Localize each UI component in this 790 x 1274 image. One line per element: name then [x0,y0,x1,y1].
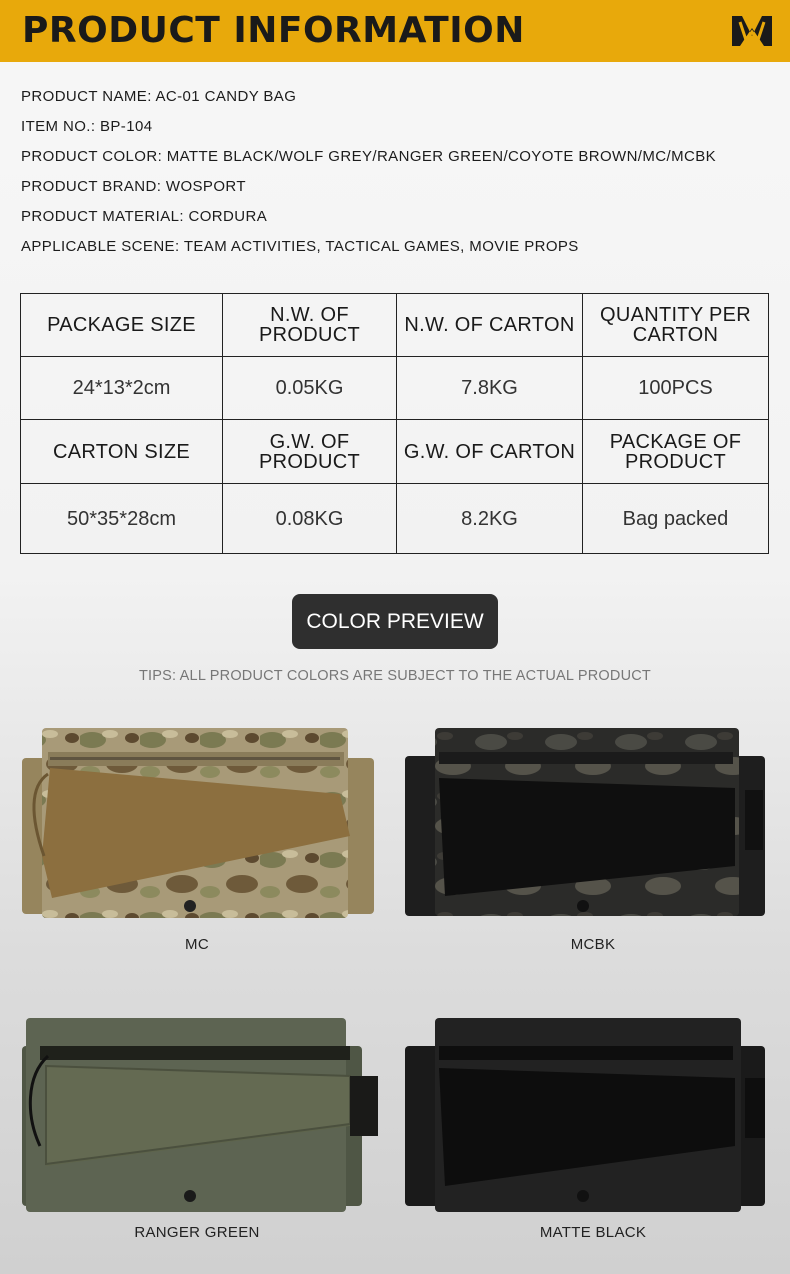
product-image-matte-black [405,1016,765,1212]
table-cell: 0.05KG [223,357,397,420]
tips-text: TIPS: ALL PRODUCT COLORS ARE SUBJECT TO THE ACTUAL PRODUCT [139,668,651,684]
table-cell: 100PCS [583,357,769,420]
table-header-cell: G.W. OF CARTON [397,420,583,484]
table-header-cell: N.W. OF CARTON [397,294,583,357]
table-header-cell: CARTON SIZE [21,420,223,484]
wosport-logo-icon [730,12,774,50]
product-image-ranger-green [20,1016,380,1212]
info-item-no: ITEM NO.: BP-104 [21,118,153,135]
table-row [21,420,769,484]
table-cell: 7.8KG [397,357,583,420]
product-label-matte-black: MATTE BLACK [539,1224,647,1241]
page-title: PRODUCT INFORMATION [22,10,525,51]
info-product-name: PRODUCT NAME: AC-01 CANDY BAG [21,88,297,105]
table-header-cell: PACKAGE SIZE [21,294,223,357]
product-label-mcbk: MCBK [570,936,616,953]
table-header-cell: QUANTITY PER CARTON [583,294,769,357]
color-preview-button[interactable]: COLOR PREVIEW [292,594,498,649]
table-cell: Bag packed [583,484,769,554]
table-cell: 24*13*2cm [21,357,223,420]
table-row [21,294,769,357]
info-applicable-scene: APPLICABLE SCENE: TEAM ACTIVITIES, TACTICAL GAMES, MOVIE PROPS [21,238,579,255]
table-cell: 8.2KG [397,484,583,554]
header-banner [0,0,790,62]
product-image-mc [20,726,380,922]
product-image-mcbk [405,726,765,922]
table-cell: 50*35*28cm [21,484,223,554]
spec-table [20,293,769,554]
table-header-cell: G.W. OF PRODUCT [223,420,397,484]
table-row [21,357,769,420]
table-row [21,484,769,554]
product-label-ranger-green: RANGER GREEN [134,1224,260,1241]
table-header-cell: PACKAGE OF PRODUCT [583,420,769,484]
info-product-material: PRODUCT MATERIAL: CORDURA [21,208,268,225]
product-info-list [21,88,716,268]
table-header-cell: N.W. OF PRODUCT [223,294,397,357]
info-product-brand: PRODUCT BRAND: WOSPORT [21,178,246,195]
info-product-color: PRODUCT COLOR: MATTE BLACK/WOLF GREY/RANGER GREEN/COYOTE BROWN/MC/MCBK [21,148,717,165]
table-cell: 0.08KG [223,484,397,554]
product-label-mc: MC [185,936,209,953]
